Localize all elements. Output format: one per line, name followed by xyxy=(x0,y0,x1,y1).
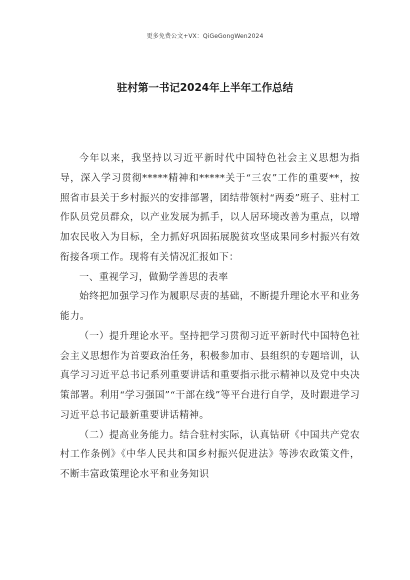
section-intro-paragraph: 始终把加强学习作为履职尽责的基础，不断提升理论水平和业务能力。 xyxy=(60,291,360,322)
header-note: 更多免费公文+VX：QiGeGongWen2024 xyxy=(146,33,264,40)
intro-paragraph: 今年以来，我坚持以习近平新时代中国特色社会主义思想为指导，深入学习贯彻*****精神和*****关于“三农”工作的重要**，按照省市县关于乡村振兴的安排部署，团结带领村“两委”班子、驻村工作队员党员群众，以产业发展为抓手，以人居环境改善为重点，以增加农民收入为目标，全力抓好巩固拓展脱贫攻坚成果同乡村振兴有效衔接各项工作。现将有关情况汇报如下： xyxy=(60,153,360,263)
document-title: 驻村第一书记2024年上半年工作总结 xyxy=(116,82,294,94)
document-body xyxy=(60,149,360,485)
section-heading-1: 一、重视学习，做勤学善思的表率 xyxy=(79,271,229,283)
subsection-paragraph-1: （一）提升理论水平。坚持把学习贯彻习近平新时代中国特色社会主义思想作为首要政治任务，积极参加市、县组织的专题培训，认真学习习近平总书记系列重要讲话和重要指示批示精神以及党中央决策部署。利用“学习强国”“干部在线”等平台进行自学，及时跟进学习习近平总书记最新重要讲话精神。 xyxy=(60,330,360,421)
subsection-paragraph-2: （二）提高业务能力。结合驻村实际，认真钻研《中国共产党农村工作条例》《中华人民共和国乡村振兴促进法》等涉农政策文件，不断丰富政策理论水平和业务知识 xyxy=(60,429,360,480)
